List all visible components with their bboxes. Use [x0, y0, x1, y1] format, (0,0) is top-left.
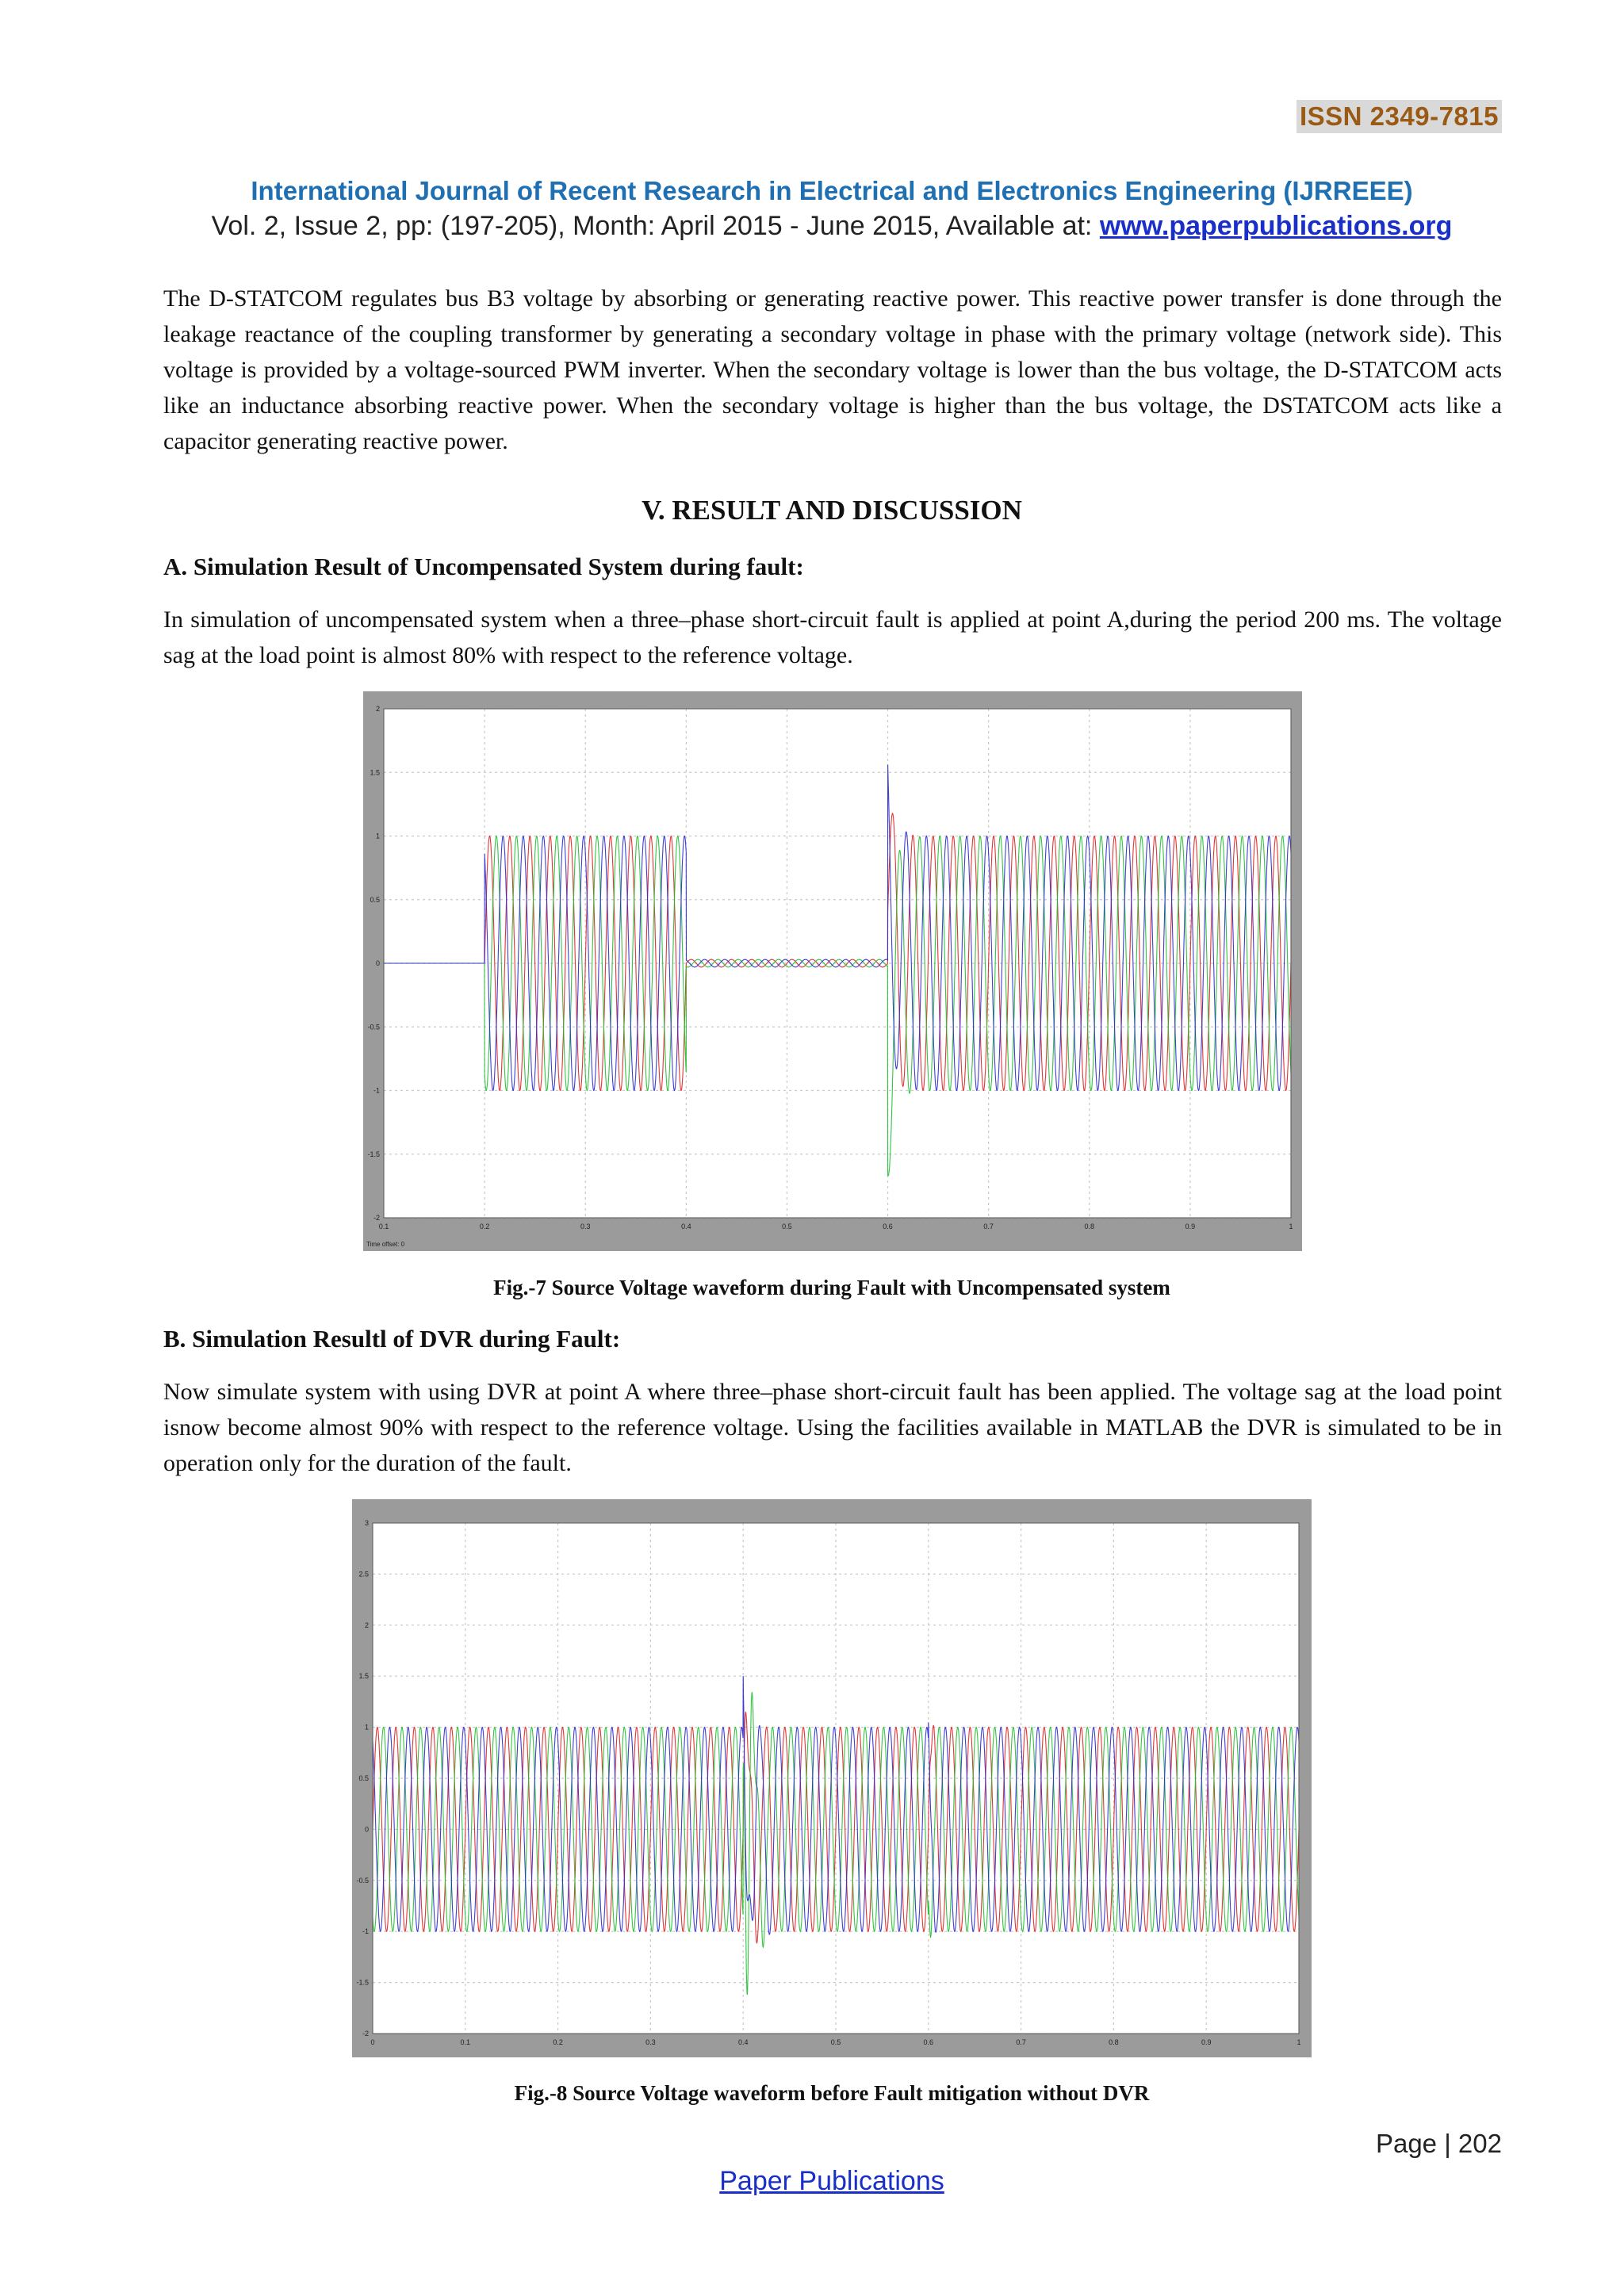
y-tick-label: -2: [373, 1214, 380, 1222]
volume-line: [0, 211, 1624, 242]
y-tick-label: 0: [375, 959, 380, 967]
y-tick-label: 2: [364, 1621, 369, 1629]
figure-8: [352, 1499, 1312, 2057]
y-tick-label: -1.5: [367, 1150, 380, 1158]
x-tick-label: 0.1: [460, 2038, 471, 2046]
figure-7-caption: Fig.-7 Source Voltage waveform during Fault with Uncompensated system: [493, 1276, 1170, 1299]
y-tick-label: -0.5: [367, 1023, 380, 1031]
x-tick-label: 0.7: [1016, 2038, 1026, 2046]
y-tick-label: 0.5: [358, 1774, 369, 1782]
x-tick-label: 0.3: [580, 1223, 591, 1230]
x-tick-label: 0.8: [1084, 1223, 1095, 1230]
figure-8-chart: [352, 1499, 1312, 2057]
publisher-link[interactable]: Paper Publications: [719, 2166, 944, 2196]
x-tick-label: 0.5: [830, 2038, 841, 2046]
x-tick-label: 0.3: [645, 2038, 656, 2046]
y-tick-label: -1: [373, 1086, 380, 1095]
subsection-a-heading: A. Simulation Result of Uncompensated System during fault:: [163, 553, 804, 580]
paragraph-b: Now simulate system with using DVR at point A where three–phase short-circuit fault has been applied. The voltage sag at the load point isnow become almost 90% with respect to the reference voltage. Using the facilities available in MATLAB the DVR is simulated to be in operation only for the duration of the fault.: [163, 1379, 1502, 1476]
journal-title: International Journal of Recent Research in Electrical and Electronics Engineering (IJRREEE): [251, 176, 1413, 205]
y-tick-label: -1: [362, 1927, 369, 1936]
x-tick-label: 0.9: [1201, 2038, 1212, 2046]
y-tick-label: 1.5: [358, 1672, 369, 1681]
paragraph-a: In simulation of uncompensated system when a three–phase short-circuit fault is applied at point A,during the period 200 ms. The voltage sag at the load point is almost 80% with respect to the reference voltage.: [163, 607, 1502, 668]
y-tick-label: -1.5: [356, 1978, 369, 1987]
y-tick-label: 3: [364, 1519, 369, 1527]
website-link[interactable]: www.paperpublications.org: [1099, 211, 1453, 241]
y-tick-label: 1: [375, 832, 380, 840]
x-tick-label: 0.8: [1109, 2038, 1119, 2046]
figure-7: [363, 691, 1302, 1251]
x-tick-label: 0.2: [553, 2038, 563, 2046]
y-tick-label: -2: [362, 2030, 369, 2038]
issn-badge: ISSN 2349-7815: [1297, 100, 1502, 133]
x-tick-label: 1: [1297, 2038, 1301, 2046]
intro-paragraph: The D-STATCOM regulates bus B3 voltage by absorbing or generating reactive power. This reactive power transfer is done through the leakage reactance of the coupling transformer by generating a secondary voltage in phase with the primary voltage (network side). This voltage is provided by a voltage-sourced PWM inverter. When the secondary voltage is lower than the bus voltage, the D-STATCOM acts like an inductance absorbing reactive power. When the secondary voltage is higher than the bus voltage, the DSTATCOM acts like a capacitor generating reactive power.: [163, 285, 1502, 454]
x-tick-label: 0.2: [479, 1223, 490, 1230]
y-tick-label: 2: [375, 705, 380, 713]
x-tick-label: 0.6: [883, 1223, 893, 1230]
y-tick-label: 0: [364, 1825, 369, 1834]
section-heading: V. RESULT AND DISCUSSION: [642, 495, 1022, 526]
y-tick-label: 2.5: [358, 1570, 369, 1578]
x-tick-label: 0.5: [782, 1223, 792, 1230]
x-tick-label: 0.4: [737, 2038, 749, 2046]
y-tick-label: 1: [364, 1723, 369, 1732]
subsection-b-heading: B. Simulation Resultl of DVR during Fault:: [163, 1325, 621, 1353]
y-tick-label: -0.5: [356, 1876, 369, 1885]
y-tick-label: 0.5: [370, 895, 380, 904]
y-tick-label: 1.5: [370, 768, 380, 777]
figure-8-caption: Fig.-8 Source Voltage waveform before Fault mitigation without DVR: [514, 2081, 1150, 2105]
x-tick-label: 0.6: [923, 2038, 934, 2046]
x-tick-label: 0.9: [1185, 1223, 1196, 1230]
x-tick-label: 0.4: [681, 1223, 691, 1230]
volume-text: Vol. 2, Issue 2, pp: (197-205), Month: April 2015 - June 2015, Available at:: [211, 211, 1100, 241]
figure-7-chart: [363, 691, 1302, 1251]
x-tick-label: 0: [370, 2038, 375, 2046]
x-tick-label: 1: [1289, 1223, 1293, 1230]
time-offset-label: Time offset: 0: [366, 1241, 405, 1248]
page-number: Page | 202: [1375, 2129, 1502, 2158]
x-tick-label: 0.7: [983, 1223, 994, 1230]
x-tick-label: 0.1: [378, 1223, 389, 1230]
